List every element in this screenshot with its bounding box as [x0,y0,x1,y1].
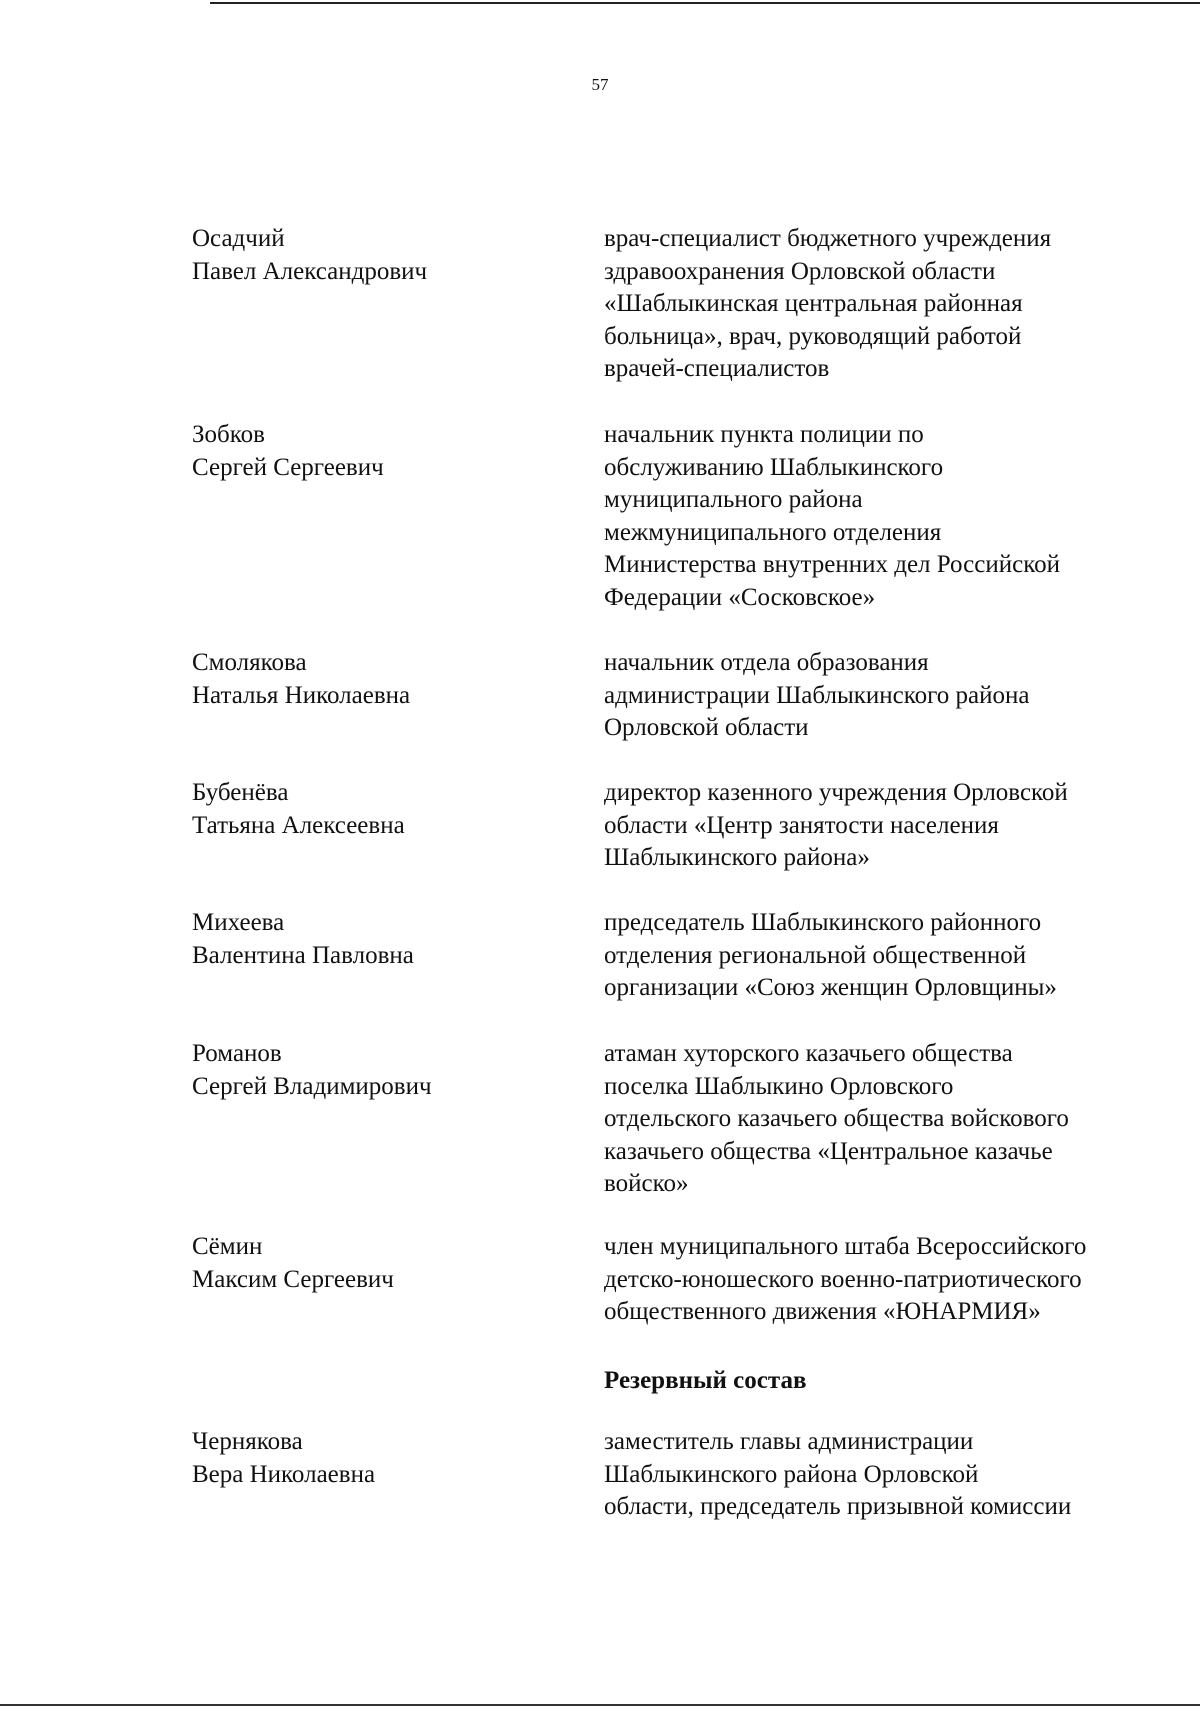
position-line: муниципального района [604,486,863,513]
position-line: Шаблыкинского района» [604,844,870,871]
member-position [604,647,1164,745]
member-position [604,1231,1164,1329]
position-line: член муниципального штаба Всероссийского [604,1233,1087,1260]
position-line: казачьего общества «Центральное казачье [604,1137,1053,1165]
position-line: атаман хуторского казачьего общества [604,1040,1013,1067]
member-given-names: Павел Александрович [192,257,428,285]
member-position [604,777,1164,875]
member-surname: Смолякова [192,649,307,676]
member-name [192,1038,552,1103]
position-line: начальник отдела образования [604,649,929,676]
position-line: здравоохранения Орловской области [604,257,996,285]
member-surname: Осадчий [192,225,285,252]
member-surname: Чернякова [192,1428,303,1455]
member-name [192,907,552,972]
member-name [192,777,552,842]
member-surname: Романов [192,1040,282,1067]
position-line: войско» [604,1170,689,1197]
position-line: больница», врач, руководящий работой [604,322,1022,350]
member-given-names: Максим Сергеевич [192,1265,394,1293]
member-position [604,223,1164,386]
member-given-names: Наталья Николаевна [192,681,411,709]
member-position [604,907,1164,1005]
position-line: обслуживанию Шаблыкинского [604,453,944,481]
position-line: заместитель главы администрации [604,1428,974,1455]
member-surname: Бубенёва [192,779,289,806]
top-rule [210,2,1200,4]
position-line: Федерации «Сосковское» [604,583,876,611]
position-line: администрации Шаблыкинского района [604,681,1030,709]
member-position [604,419,1164,614]
reserve-heading: Резервный состав [604,1367,807,1394]
position-line: общественного движения «ЮНАРМИЯ» [604,1298,1041,1325]
member-name [192,1231,552,1296]
position-line: организации «Союз женщин Орловщины» [604,974,1057,1001]
member-name [192,419,552,484]
position-line: председатель Шаблыкинского районного [604,909,1042,936]
position-line: детско-юношеского военно-патриотического [604,1265,1082,1293]
position-line: Министерства внутренних дел Российской [604,551,1060,578]
member-given-names: Вера Николаевна [192,1460,376,1488]
position-line: межмуниципального отделения [604,518,942,546]
position-line: отделения региональной общественной [604,941,1027,969]
position-line: директор казенного учреждения Орловской [604,779,1068,806]
member-position [604,1426,1164,1524]
member-surname: Сёмин [192,1233,263,1260]
position-line: поселка Шаблыкино Орловского [604,1072,954,1100]
member-given-names: Татьяна Алексеевна [192,811,405,839]
member-name [192,223,552,288]
position-line: области, председатель призывной комиссии [604,1493,1072,1520]
member-given-names: Сергей Сергеевич [192,453,384,481]
position-line: «Шаблыкинская центральная районная [604,290,1023,317]
position-line: отдельского казачьего общества войскового [604,1105,1069,1132]
member-name [192,647,552,712]
position-line: Орловской области [604,714,809,741]
member-name [192,1426,552,1491]
member-given-names: Сергей Владимирович [192,1072,432,1100]
member-surname: Михеева [192,909,285,936]
page-number: 57 [591,75,609,94]
position-line: области «Центр занятости населения [604,811,999,839]
position-line: врач-специалист бюджетного учреждения [604,225,1052,252]
position-line: начальник пункта полиции по [604,421,924,448]
member-given-names: Валентина Павловна [192,941,414,969]
member-position [604,1038,1164,1201]
position-line: Шаблыкинского района Орловской [604,1460,979,1488]
position-line: врачей-специалистов [604,355,830,382]
member-surname: Зобков [192,421,265,448]
bottom-rule [0,1704,1200,1706]
